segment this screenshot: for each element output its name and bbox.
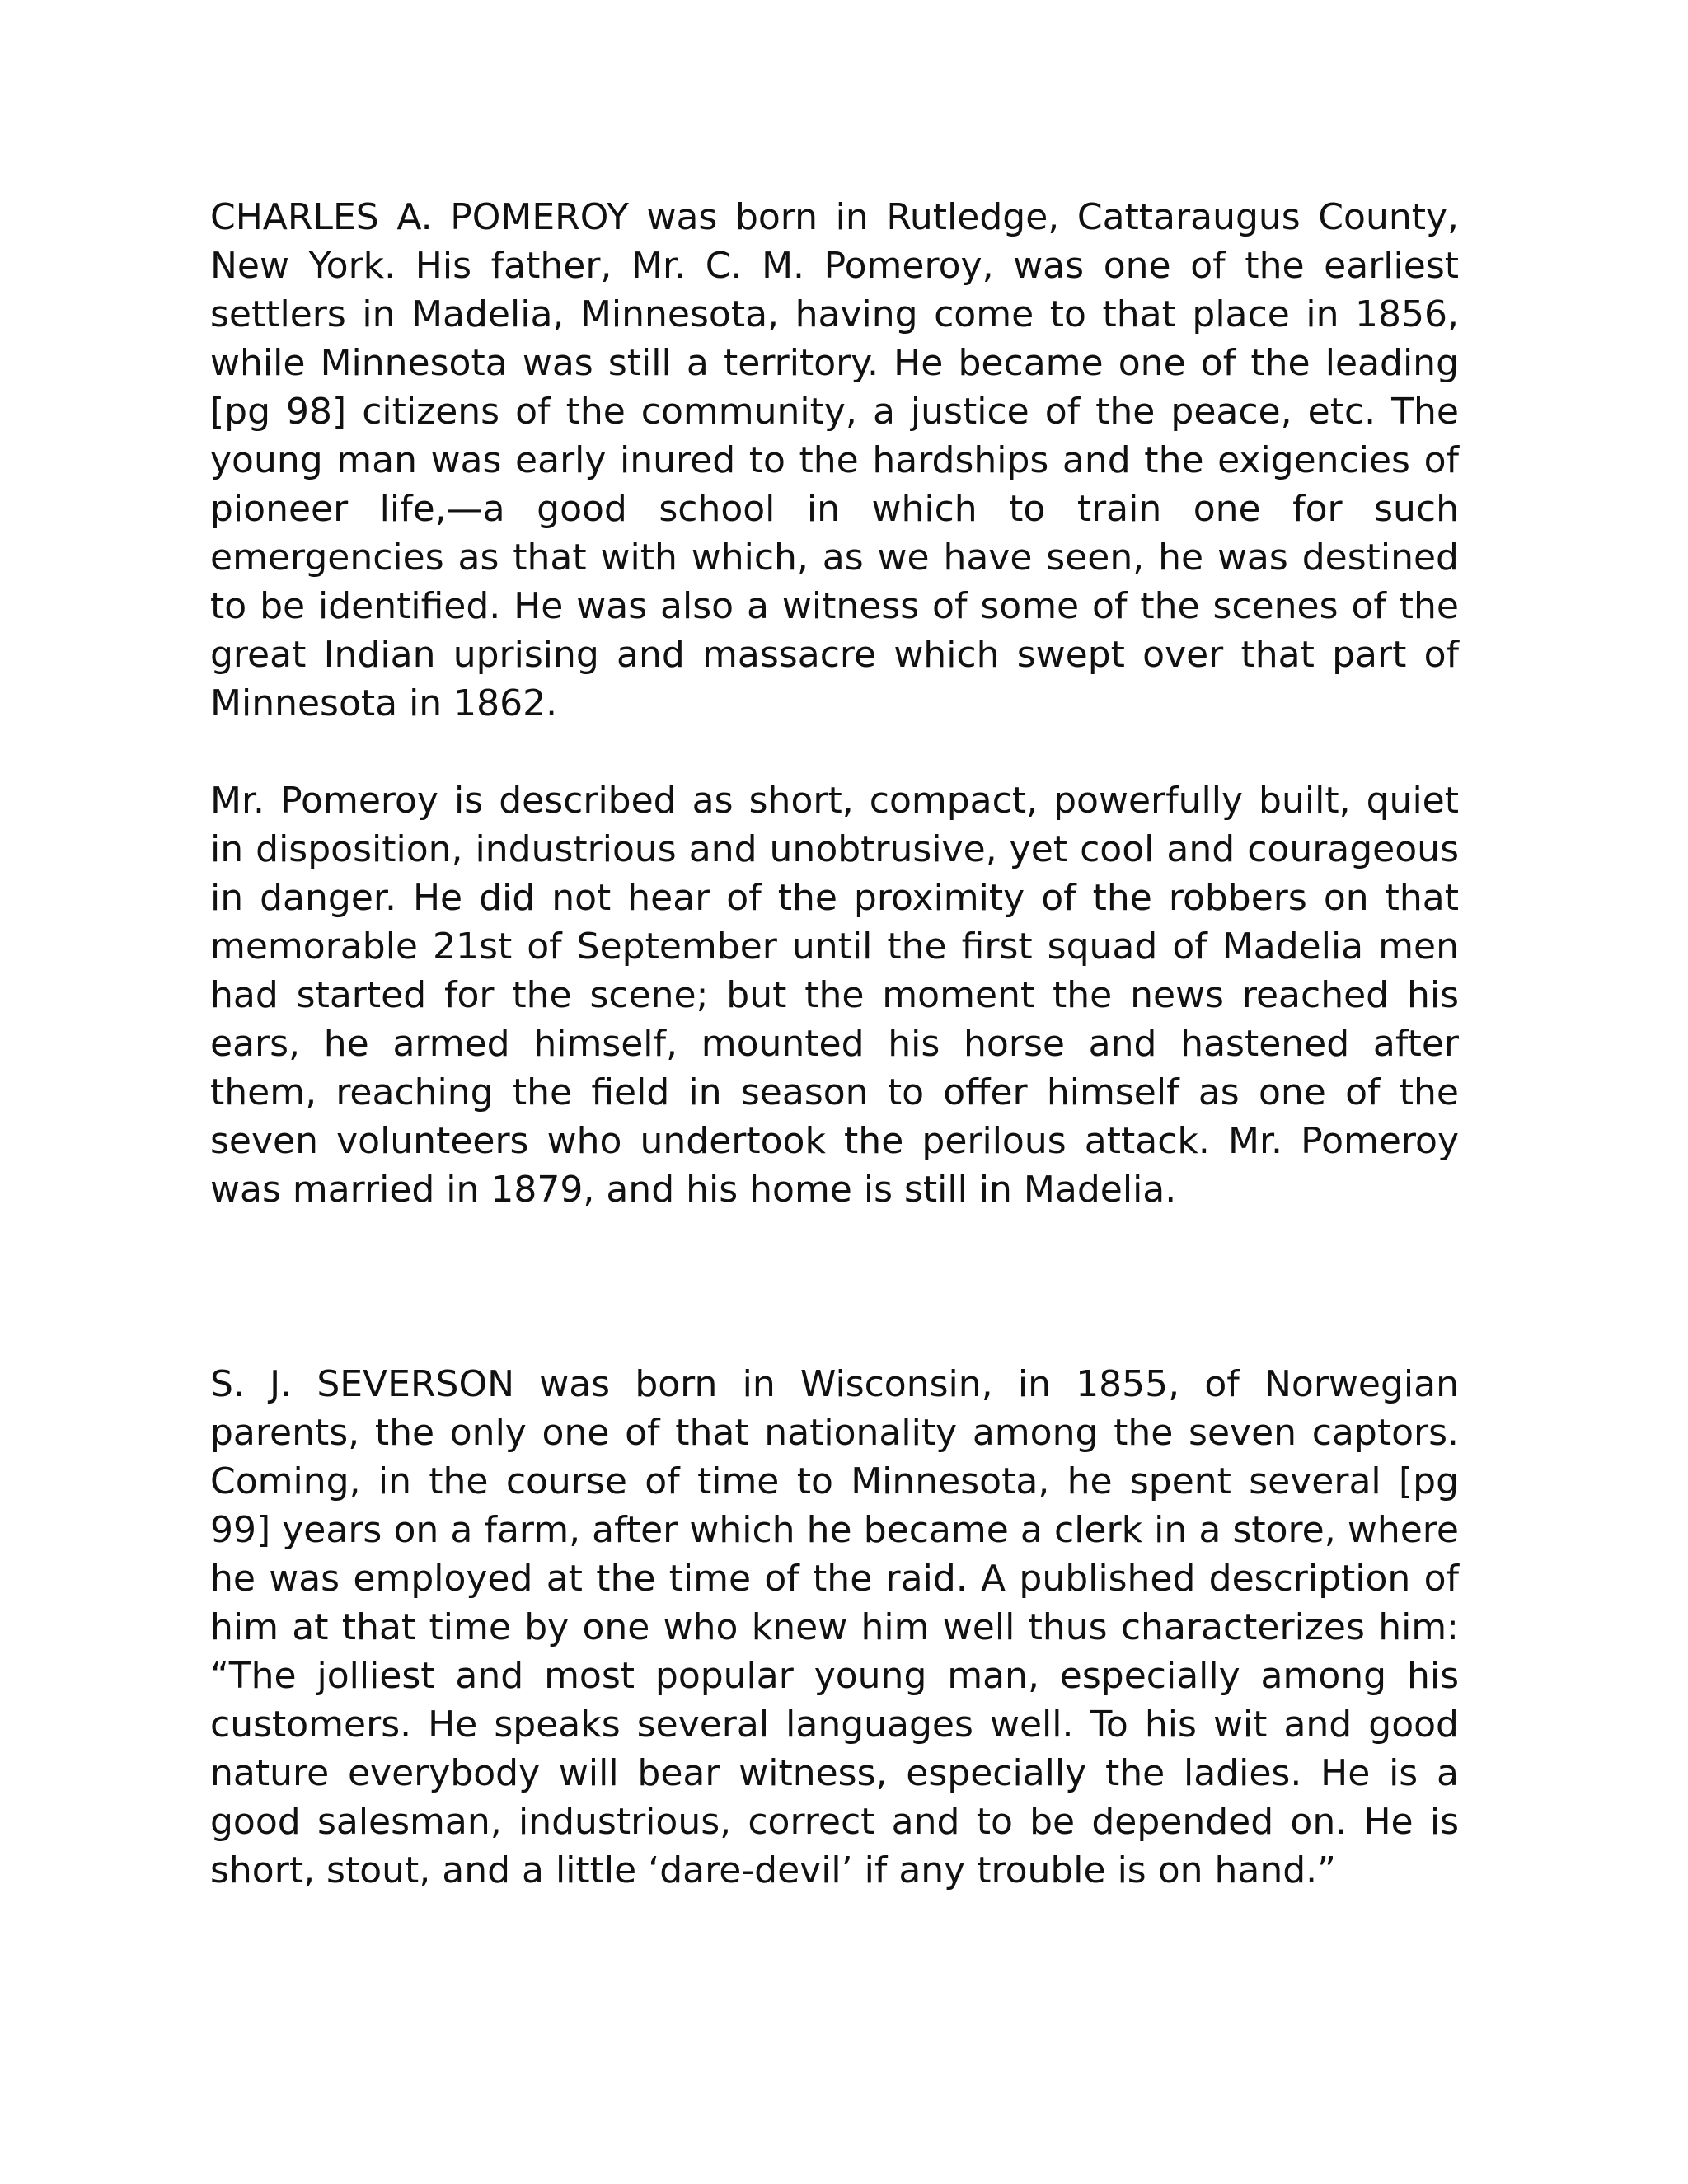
- text-column: [210, 193, 1459, 1895]
- paragraph-spacer: [210, 728, 1459, 776]
- section-spacer: [210, 1214, 1459, 1360]
- paragraph-severson-bio: S. J. SEVERSON was born in Wisconsin, in 1855, of Norwegian parents, the only one of that nationality among the seven captors. Coming, in the course of time to Minnesota, he spent several [pg 99] years on a farm, after which he became a clerk in a store, where he was employed at the time of the raid. A published description of him at that time by one who knew him well thus characterizes him: “The jolliest and most popular young man, especially among his customers. He speaks several languages well. To his wit and good nature everybody will bear witness, especially the ladies. He is a good salesman, industrious, correct and to be depended on. He is short, stout, and a little ‘dare-devil’ if any trouble is on hand.”: [210, 1363, 1459, 1891]
- paragraph-pomeroy-description: Mr. Pomeroy is described as short, compact, powerfully built, quiet in disposition, industrious and unobtrusive, yet cool and courageous in danger. He did not hear of the proximity of the robbers on that memorable 21st of September until the first squad of Madelia men had started for the scene; but the moment the news reached his ears, he armed himself, mounted his horse and hastened after them, reaching the field in season to offer himself as one of the seven volunteers who undertook the perilous attack. Mr. Pomeroy was married in 1879, and his home is still in Madelia.: [210, 780, 1459, 1211]
- paragraph-pomeroy-bio: CHARLES A. POMEROY was born in Rutledge, Cattaraugus County, New York. His father, Mr. C. M. Pomeroy, was one of the earliest settlers in Madelia, Minnesota, having come to that place in 1856, while Minnesota was still a territory. He became one of the leading [pg 98] citizens of the community, a justice of the peace, etc. The young man was early inured to the hardships and the exigencies of pioneer life,—a good school in which to train one for such emergencies as that with which, as we have seen, he was destined to be identified. He was also a witness of some of the scenes of the great Indian uprising and massacre which swept over that part of Minnesota in 1862.: [210, 196, 1459, 724]
